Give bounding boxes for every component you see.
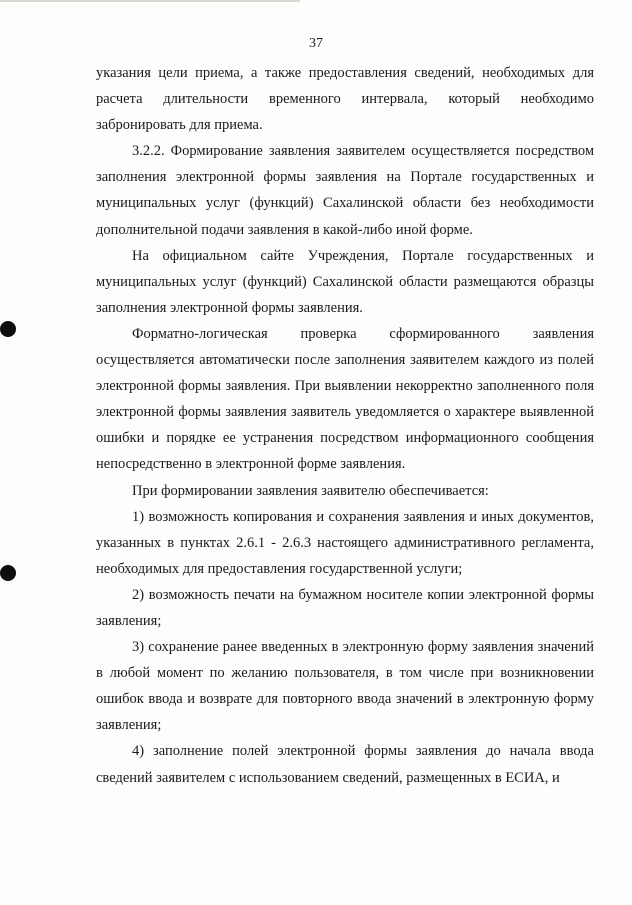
list-item-4: 4) заполнение полей электронной формы заявления до начала ввода сведений заявителем с использованием сведений, размещенных в ЕСИА, и [96,743,594,786]
paragraph-official-site: На официальном сайте Учреждения, Портале государственных и муниципальных услуг (функций) Сахалинской области размещаются образцы заполнения электронной формы заявления. [96,247,594,316]
list-item-1: 1) возможность копирования и сохранения заявления и иных документов, указанных в пунктах 2.6.1 - 2.6.3 настоящего административного регламента, необходимых для предоставления государственной услуги; [96,508,594,577]
page-number: 37 [309,36,323,51]
paragraph-format-check: Форматно-логическая проверка сформированного заявления осуществляется автоматически после заполнения заявителем каждого из полей электронной формы заявления. При выявлении некорректно заполненного поля электронной формы заявления заявитель уведомляется о характере выявленной ошибки и порядке ее устранения посредством информационного сообщения непосредственно в электронной форме заявления. [96,325,594,473]
paragraph-3-2-2: 3.2.2. Формирование заявления заявителем осуществляется посредством заполнения электронной формы заявления на Портале государственных и муниципальных услуг (функций) Сахалинской области без необходимости дополнительной подачи заявления в какой-либо иной форме. [96,143,594,238]
list-item-2: 2) возможность печати на бумажном носителе копии электронной формы заявления; [96,586,594,629]
page-body [96,60,594,791]
list-item-3: 3) сохранение ранее введенных в электронную форму заявления значений в любой момент по желанию пользователя, в том числе при возникновении ошибок ввода и возврате для повторного ввода значений в электронную форму заявления; [96,639,594,734]
paragraph-provisions-intro: При формировании заявления заявителю обеспечивается: [132,482,489,499]
binder-hole-upper [0,321,16,337]
binder-hole-lower [0,565,16,581]
top-edge-rule [0,0,300,2]
paragraph-reception-purpose: указания цели приема, а также предоставления сведений, необходимых для расчета длительности временного интервала, который необходимо забронировать для приема. [96,65,594,134]
